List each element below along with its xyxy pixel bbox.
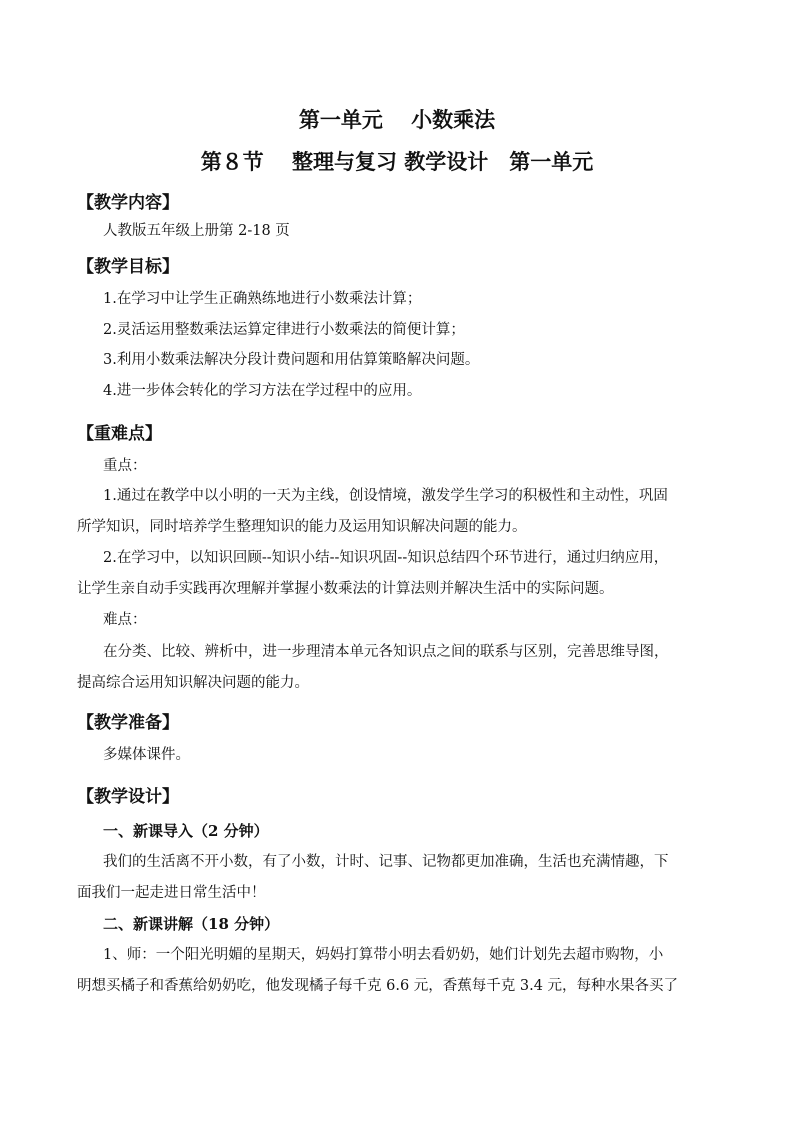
key-paragraph-1-line-2: 所学知识，同时培养学生整理知识的能力及运用知识解决问题的能力。 — [77, 519, 527, 535]
part1-title: 一、新课导入（2 分钟） — [103, 822, 269, 840]
goal-item-4: 4.进一步体会转化的学习方法在学过程中的应用。 — [103, 383, 422, 399]
part1-line-1: 我们的生活离不开小数，有了小数，计时、记事、记物都更加准确，生活也充满情趣，下 — [103, 854, 669, 870]
goal-item-1: 1.在学习中让学生正确熟练地进行小数乘法计算； — [103, 291, 422, 307]
unit-title: 第一单元 小数乘法 — [298, 107, 496, 132]
heading-content: 【教学内容】 — [77, 193, 179, 213]
hard-line-1: 在分类、比较、辨析中，进一步理清本单元各知识点之间的联系与区别，完善思维导图， — [103, 644, 669, 660]
goal-item-2: 2.灵活运用整数乘法运算定律进行小数乘法的简便计算； — [103, 322, 465, 338]
heading-key-points: 【重难点】 — [77, 424, 162, 444]
heading-design: 【教学设计】 — [77, 787, 179, 807]
key-label: 重点： — [103, 458, 147, 474]
content-text: 人教版五年级上册第 2-18 页 — [103, 223, 290, 239]
lesson-title: 第８节 整理与复习 教学设计 第一单元 — [200, 149, 594, 174]
hard-label: 难点： — [103, 612, 147, 628]
heading-prep: 【教学准备】 — [77, 713, 179, 733]
hard-line-2: 提高综合运用知识解决问题的能力。 — [77, 675, 309, 691]
goal-item-3: 3.利用小数乘法解决分段计费问题和用估算策略解决问题。 — [103, 352, 480, 368]
key-paragraph-1-line-1: 1.通过在教学中以小明的一天为主线，创设情境，激发学生学习的积极性和主动性，巩固 — [103, 488, 668, 504]
part2-title: 二、新课讲解（18 分钟） — [103, 915, 280, 933]
part2-line-2: 明想买橘子和香蕉给奶奶吃，他发现橘子每千克 6.6 元，香蕉每千克 3.4 元，每种水果各买了 — [77, 978, 679, 994]
part2-line-1: 1、师：一个阳光明媚的星期天，妈妈打算带小明去看奶奶，她们计划先去超市购物，小 — [103, 947, 664, 963]
key-paragraph-2-line-2: 让学生亲自动手实践再次理解并掌握小数乘法的计算法则并解决生活中的实际问题。 — [77, 581, 614, 597]
key-paragraph-2-line-1: 2.在学习中，以知识回顾--知识小结--知识巩固--知识总结四个环节进行，通过归纳应用， — [103, 550, 669, 566]
part1-line-2: 面我们一起走进日常生活中！ — [77, 885, 266, 901]
heading-goals: 【教学目标】 — [77, 257, 179, 277]
prep-text: 多媒体课件。 — [103, 747, 190, 763]
